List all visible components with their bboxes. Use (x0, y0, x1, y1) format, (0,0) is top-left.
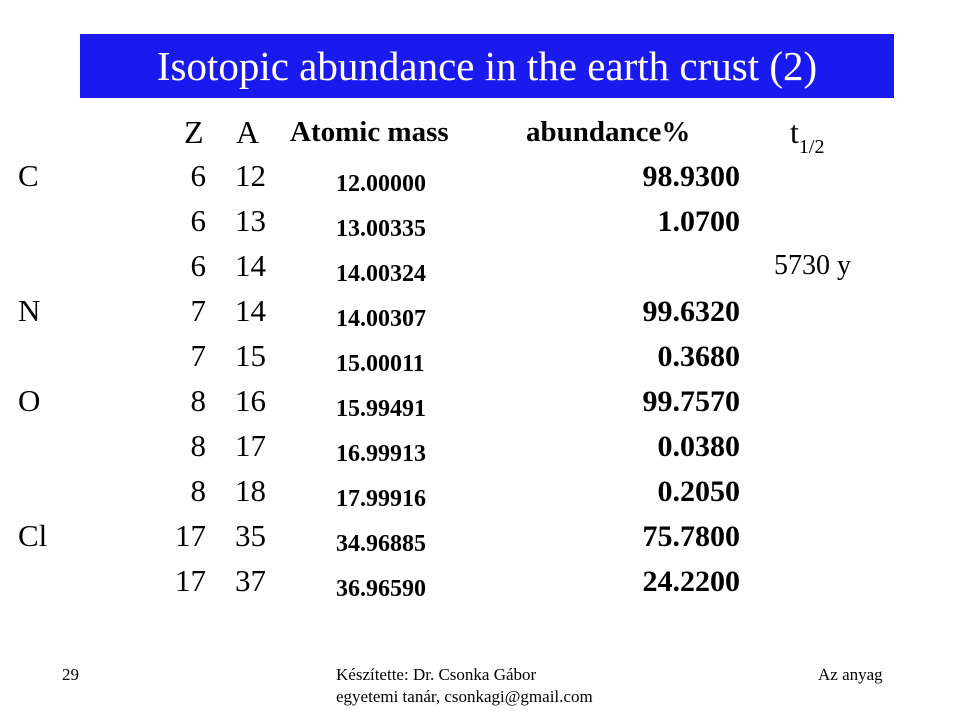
row-z: 8 (190, 473, 206, 508)
row-abundance: 0.0380 (657, 430, 740, 463)
row-z: 8 (190, 383, 206, 418)
row-atomic-mass: 12.00000 (336, 171, 426, 197)
row-a: 17 (235, 428, 266, 463)
row-a: 14 (235, 293, 266, 328)
header-half-life-sub: 1/2 (798, 136, 825, 158)
row-atomic-mass: 34.96885 (336, 531, 426, 557)
row-a: 12 (235, 158, 266, 193)
row-a: 16 (235, 383, 266, 418)
row-element: C (18, 158, 39, 193)
row-z: 17 (175, 518, 206, 553)
row-a: 37 (235, 563, 266, 598)
row-abundance: 1.0700 (657, 205, 740, 238)
row-abundance: 0.2050 (657, 475, 740, 508)
row-z: 7 (190, 293, 206, 328)
row-a: 14 (235, 248, 266, 283)
row-abundance: 99.7570 (642, 385, 740, 418)
row-a: 13 (235, 203, 266, 238)
row-abundance: 99.6320 (642, 295, 740, 328)
row-element: N (18, 293, 41, 328)
topic-label: Az anyag (818, 665, 883, 684)
row-z: 6 (190, 203, 206, 238)
row-atomic-mass: 14.00307 (336, 306, 426, 332)
header-half-life (790, 114, 825, 158)
row-z: 6 (190, 248, 206, 283)
row-atomic-mass: 16.99913 (336, 441, 426, 467)
row-atomic-mass: 15.00011 (336, 351, 425, 377)
author-line-2: egyetemi tanár, csonkagi@gmail.com (336, 687, 593, 706)
row-z: 6 (190, 158, 206, 193)
row-z: 8 (190, 428, 206, 463)
header-half-life-t: t (790, 114, 799, 150)
author-credit (336, 664, 593, 708)
header-abundance: abundance% (526, 116, 691, 148)
row-half-life: 5730 y (774, 250, 851, 281)
header-a: A (236, 114, 260, 150)
row-a: 18 (235, 473, 266, 508)
row-atomic-mass: 13.00335 (336, 216, 426, 242)
row-z: 17 (175, 563, 206, 598)
row-abundance: 75.7800 (642, 520, 740, 553)
row-a: 35 (235, 518, 266, 553)
row-atomic-mass: 14.00324 (336, 261, 426, 287)
row-abundance: 0.3680 (657, 340, 740, 373)
row-atomic-mass: 36.96590 (336, 576, 426, 602)
slide-title: Isotopic abundance in the earth crust (2) (80, 34, 894, 98)
row-z: 7 (190, 338, 206, 373)
row-atomic-mass: 17.99916 (336, 486, 426, 512)
row-abundance: 98.9300 (642, 160, 740, 193)
author-line-1: Készítette: Dr. Csonka Gábor (336, 665, 537, 684)
row-element: Cl (18, 518, 48, 553)
row-abundance: 24.2200 (642, 565, 740, 598)
row-element: O (18, 383, 41, 418)
header-atomic-mass: Atomic mass (290, 116, 449, 148)
page-number: 29 (62, 665, 79, 684)
row-atomic-mass: 15.99491 (336, 396, 426, 422)
row-a: 15 (235, 338, 266, 373)
header-z: Z (184, 114, 204, 150)
